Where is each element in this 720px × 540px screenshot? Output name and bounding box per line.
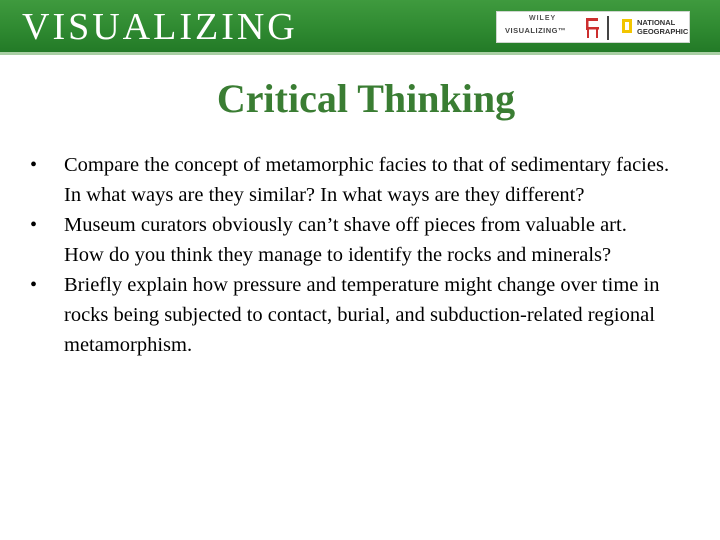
bullet-icon: • <box>30 214 38 236</box>
bullet-text: Compare the concept of metamorphic facies to that of sedimentary facies. In what ways are they similar? In what ways are they different? <box>64 154 670 206</box>
bullet-item <box>30 210 670 270</box>
brand-title: VISUALIZING <box>22 6 298 48</box>
national-geographic-border-icon <box>622 19 632 33</box>
visualizing-label: VISUALIZING™ <box>505 26 567 35</box>
header-underline <box>0 52 720 55</box>
bullet-item <box>30 270 670 360</box>
bullet-text: Briefly explain how pressure and temperature might change over time in rocks being subjected to contact, burial, and subduction-related regional metamorphism. <box>64 274 660 356</box>
bullet-icon: • <box>30 274 38 296</box>
national-geographic-label <box>637 18 688 36</box>
header-bar <box>0 0 720 52</box>
slide-title: Critical Thinking <box>216 76 516 121</box>
chair-icon <box>581 16 603 40</box>
bullet-icon: • <box>30 154 38 176</box>
ng-line-2: GEOGRAPHIC <box>637 27 689 36</box>
publisher-logo <box>496 11 690 43</box>
logo-divider <box>607 16 609 40</box>
bullet-list <box>30 150 670 360</box>
ng-line-1: NATIONAL <box>637 18 676 27</box>
bullet-item <box>30 150 670 210</box>
wiley-label: WILEY <box>529 15 557 22</box>
bullet-text: Museum curators obviously can’t shave off pieces from valuable art. How do you think they manage to identify the rocks and minerals? <box>64 214 627 266</box>
